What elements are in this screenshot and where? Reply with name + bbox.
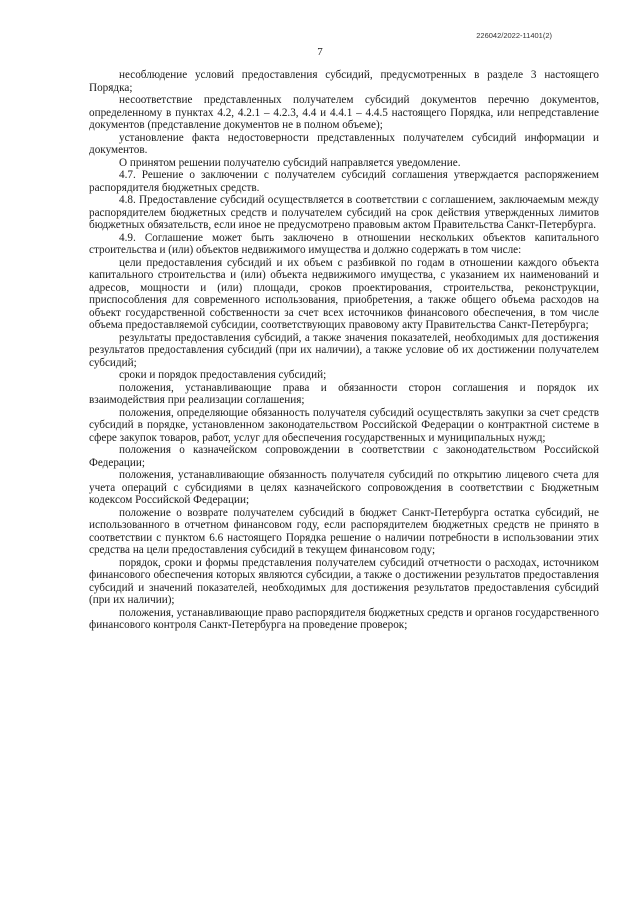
paragraph: положения, устанавливающие права и обязанности сторон соглашения и порядок их взаимодействия при реализации соглашения; [89,381,599,406]
paragraph: положения о казначейском сопровождении в соответствии с законодательством Российской Федерации; [89,444,599,469]
paragraph: О принятом решении получателю субсидий направляется уведомление. [119,156,461,169]
paragraph: положения, устанавливающие обязанность получателя субсидий по открытию лицевого счета для учета операций с субсидиями в целях казначейского сопровождения в соответствии с Бюджетным кодексом Российской Федерации; [89,469,599,506]
paragraph: установление факта недостоверности представленных получателем субсидий информации и документов. [89,131,599,156]
paragraph: 4.8. Предоставление субсидий осуществляется в соответствии с соглашением, заключаемым между распорядителем бюджетных средств и получателем субсидий на срок действия утвержденных лимитов бюджетных обязательств, если иное не предусмотрено правовым актом Правительства Санкт-Петербурга. [89,194,599,231]
document-registration-number: 226042/2022-11401(2) [476,31,552,40]
paragraph: порядок, сроки и формы представления получателем субсидий отчетности о расходах, источником финансового обеспечения которых являются субсидии, а также о достижении результатов предоставления субсидий и значений показателей, необходимых для достижения результатов предоставления субсидий (при их наличии); [89,556,599,606]
paragraph: положения, устанавливающие право распорядителя бюджетных средств и органов государственного финансового контроля Санкт-Петербурга на проведение проверок; [89,606,600,631]
document-body [89,69,599,632]
page-number: 7 [317,46,323,58]
paragraph: 4.7. Решение о заключении с получателем субсидий соглашения утверждается распоряжением распорядителя бюджетных средств. [89,169,599,194]
paragraph: положения, определяющие обязанность получателя субсидий осуществлять закупки за счет средств субсидий в порядке, установленном законодательством Российской Федерации о контрактной системе в сфере закупок товаров, работ, услуг для обеспечения государственных и муниципальных нужд; [89,406,599,444]
paragraph: 4.9. Соглашение может быть заключено в отношении нескольких объектов капитального строительства и (или) объектов недвижимого имущества и должно содержать в том числе: [89,231,599,256]
paragraph: несоответствие представленных получателем субсидий документов перечню документов, определенному в пунктах 4.2, 4.2.1 – 4.2.3, 4.4 и 4.4.1 – 4.4.5 настоящего Порядка, или непредставление документов (представление документов не в полном объеме); [89,94,599,131]
paragraph: результаты предоставления субсидий, а также значения показателей, необходимых для достижения результатов предоставления субсидий (при их наличии), а также условие об их достижении получателем субсидий; [89,331,599,369]
paragraph: цели предоставления субсидий и их объем с разбивкой по годам в отношении каждого объекта капитального строительства и (или) объекта недвижимого имущества, с указанием их наименований и адресов, мощности и (или) площади, сроков проектирования, строительства, реконструкции, приспособления для современного использования, приобретения, а также общего объема расходов на объект государственной собственности за счет всех источников финансового обеспечения, в том числе объема предоставляемой субсидии, соответствующих правовому акту Правительства Санкт-Петербурга; [89,256,599,331]
paragraph: несоблюдение условий предоставления субсидий, предусмотренных в разделе 3 настоящего Порядка; [89,69,599,94]
paragraph: сроки и порядок предоставления субсидий; [119,369,327,381]
paragraph: положение о возврате получателем субсидий в бюджет Санкт-Петербурга остатка субсидий, не использованного в отчетном финансовом году, если распорядителем бюджетных средств не принято в соответствии с пунктом 6.6 настоящего Порядка решение о наличии потребности в использовании этих средства на цели предоставления субсидий в текущем финансовом году; [89,506,599,556]
